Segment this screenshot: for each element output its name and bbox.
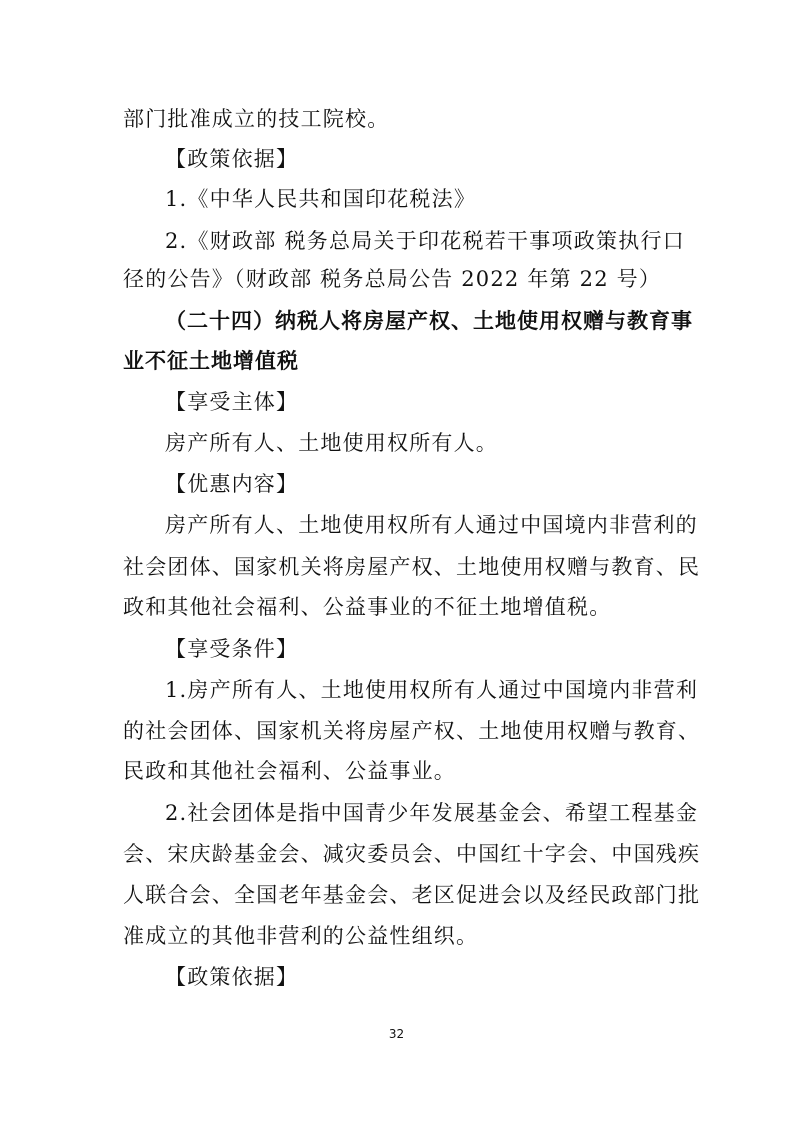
section-heading-24-line-2: 业不征土地增值税 xyxy=(123,349,299,373)
policy-item-2-line-1: 2.《财政部 税务总局关于印花税若干事项政策执行口 xyxy=(165,229,685,253)
policy-item-1: 1.《中华人民共和国印花税法》 xyxy=(165,187,477,211)
condition-2-line-3: 人联合会、全国老年基金会、老区促进会以及经民政部门批 xyxy=(123,883,701,907)
section-heading-24-line-1: （二十四）纳税人将房屋产权、土地使用权赠与教育事 xyxy=(165,309,693,333)
benefit-content-line-2: 社会团体、国家机关将房屋产权、土地使用权赠与教育、民 xyxy=(123,555,701,579)
section-label-policy-basis-2: 【政策依据】 xyxy=(165,965,299,989)
policy-item-2-line-2: 径的公告》（财政部 税务总局公告 2022 年第 22 号） xyxy=(123,267,662,291)
section-label-conditions: 【享受条件】 xyxy=(165,637,299,661)
condition-1-line-2: 的社会团体、国家机关将房屋产权、土地使用权赠与教育、 xyxy=(123,719,701,743)
section-label-beneficiary: 【享受主体】 xyxy=(165,390,299,414)
section-label-benefit-content: 【优惠内容】 xyxy=(165,472,299,496)
condition-2-line-2: 会、宋庆龄基金会、减灾委员会、中国红十字会、中国残疾 xyxy=(123,842,701,866)
page-number: 32 xyxy=(388,1027,405,1041)
benefit-content-line-1: 房产所有人、土地使用权所有人通过中国境内非营利的 xyxy=(165,513,698,537)
beneficiary-text: 房产所有人、土地使用权所有人。 xyxy=(165,431,498,455)
section-label-policy-basis: 【政策依据】 xyxy=(165,147,299,171)
condition-1-line-3: 民政和其他社会福利、公益事业。 xyxy=(123,759,456,783)
condition-2-line-4: 准成立的其他非营利的公益性组织。 xyxy=(123,924,479,948)
text-line-continuation: 部门批准成立的技工院校。 xyxy=(123,107,390,131)
condition-2-line-1: 2.社会团体是指中国青少年发展基金会、希望工程基金 xyxy=(165,801,699,825)
benefit-content-line-3: 政和其他社会福利、公益事业的不征土地增值税。 xyxy=(123,595,612,619)
condition-1-line-1: 1.房产所有人、土地使用权所有人通过中国境内非营利 xyxy=(165,678,699,702)
